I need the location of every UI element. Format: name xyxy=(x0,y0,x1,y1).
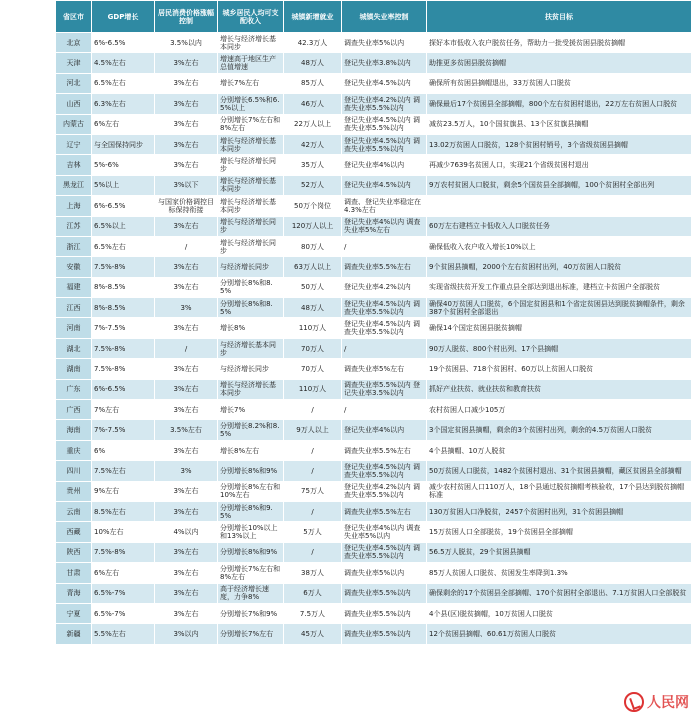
cell-income: 与经济增长同步 xyxy=(218,359,284,379)
cell-new-jobs: / xyxy=(284,542,342,562)
cell-province: 浙江 xyxy=(56,236,92,256)
cell-income: 分别增长7%左右和8%左右 xyxy=(218,114,284,134)
cell-poverty-goal: 确保14个国定贫困县脱贫摘帽 xyxy=(427,318,692,338)
cell-income: 增速高于地区生产总值增速 xyxy=(218,53,284,73)
cell-income: 分别增长8.2%和8.5% xyxy=(218,420,284,440)
cell-poverty-goal: 农村贫困人口减少105万 xyxy=(427,400,692,420)
cell-new-jobs: 70万人 xyxy=(284,359,342,379)
cell-poverty-goal: 60万左右建档立卡低收入人口脱贫任务 xyxy=(427,216,692,236)
cell-new-jobs: / xyxy=(284,501,342,521)
cell-gdp-growth: 7.5%-8% xyxy=(92,542,155,562)
cell-province: 贵州 xyxy=(56,481,92,501)
cell-unemployment: 登记失业率4%以内 调查失业率5%以内 xyxy=(342,522,427,542)
table-row xyxy=(56,318,692,338)
cell-cpi-control: 3%左右 xyxy=(155,563,218,583)
cell-income: 分别增长8%和9.5% xyxy=(218,501,284,521)
cell-gdp-growth: 与全国保持同步 xyxy=(92,134,155,154)
table-row xyxy=(56,134,692,154)
cell-poverty-goal: 助推更多贫困县脱贫摘帽 xyxy=(427,53,692,73)
cell-poverty-goal: 19个贫困县、718个贫困村、60万以上贫困人口脱贫 xyxy=(427,359,692,379)
table-row xyxy=(56,298,692,318)
cell-new-jobs: 5万人 xyxy=(284,522,342,542)
cell-income: 分别增长8%和9% xyxy=(218,542,284,562)
table-row xyxy=(56,359,692,379)
cell-cpi-control: 3% xyxy=(155,461,218,481)
table-row xyxy=(56,338,692,358)
cell-new-jobs: 7.5万人 xyxy=(284,603,342,623)
cell-gdp-growth: 6%-6.5% xyxy=(92,196,155,216)
cell-new-jobs: 85万人 xyxy=(284,73,342,93)
table-row xyxy=(56,196,692,216)
table-row xyxy=(56,73,692,93)
cell-gdp-growth: 6%左右 xyxy=(92,114,155,134)
cell-poverty-goal: 4个县(区)脱贫摘帽，10万贫困人口脱贫 xyxy=(427,603,692,623)
cell-poverty-goal: 90万人脱贫、800个村出列、17个县摘帽 xyxy=(427,338,692,358)
cell-unemployment: 登记失业率4.2%以内 调查失业率5.5%以内 xyxy=(342,481,427,501)
cell-unemployment: 登记失业率4.5%以内 调查失业率5.5%以内 xyxy=(342,298,427,318)
cell-province: 黑龙江 xyxy=(56,175,92,195)
column-header-province: 省区市 xyxy=(56,1,92,33)
cell-poverty-goal: 15万贫困人口全部脱贫，19个贫困县全部摘帽 xyxy=(427,522,692,542)
table-body xyxy=(56,33,692,645)
cell-new-jobs: 80万人 xyxy=(284,236,342,256)
cell-cpi-control: 3%左右 xyxy=(155,603,218,623)
column-header-poverty-goal: 扶贫目标 xyxy=(427,1,692,33)
cell-new-jobs: / xyxy=(284,440,342,460)
cell-cpi-control: 3%左右 xyxy=(155,73,218,93)
cell-poverty-goal: 12个贫困县摘帽、60.61万贫困人口脱贫 xyxy=(427,624,692,644)
cell-cpi-control: 3%左右 xyxy=(155,134,218,154)
cell-new-jobs: 63万人以上 xyxy=(284,257,342,277)
cell-poverty-goal: 130万贫困人口净脱贫，2457个贫困村出列，31个贫困县摘帽 xyxy=(427,501,692,521)
cell-new-jobs: 110万人 xyxy=(284,379,342,399)
cell-income: 高于经济增长速度，力争8% xyxy=(218,583,284,603)
cell-province: 江苏 xyxy=(56,216,92,236)
cell-cpi-control: 3.5%左右 xyxy=(155,420,218,440)
cell-new-jobs: 9万人以上 xyxy=(284,420,342,440)
cell-new-jobs: 6万人 xyxy=(284,583,342,603)
cell-province: 新疆 xyxy=(56,624,92,644)
cell-cpi-control: 3%左右 xyxy=(155,114,218,134)
cell-unemployment: 登记失业率4.5%以内 调查失业率5.5%以内 xyxy=(342,542,427,562)
cell-gdp-growth: 4.5%左右 xyxy=(92,53,155,73)
cell-cpi-control: / xyxy=(155,236,218,256)
watermark xyxy=(593,691,689,713)
cell-gdp-growth: 7.5%-8% xyxy=(92,338,155,358)
cell-unemployment: 登记失业率4.5%以内 调查失业率5.5%以内 xyxy=(342,134,427,154)
column-header-cpi-control: 居民消费价格涨幅控制 xyxy=(155,1,218,33)
cell-income: 分别增长8%和9% xyxy=(218,461,284,481)
cell-unemployment: 登记失业率4.5%以内 调查失业率5.5%以内 xyxy=(342,318,427,338)
cell-province: 四川 xyxy=(56,461,92,481)
cell-province: 广东 xyxy=(56,379,92,399)
table-row xyxy=(56,94,692,114)
table-row xyxy=(56,236,692,256)
cell-income: 分别增长8%和8.5% xyxy=(218,298,284,318)
table-row xyxy=(56,155,692,175)
cell-unemployment: 登记失业率4%以内 xyxy=(342,155,427,175)
cell-new-jobs: 120万人以上 xyxy=(284,216,342,236)
cell-province: 河北 xyxy=(56,73,92,93)
cell-unemployment: 调查失业率5%以内 xyxy=(342,33,427,53)
cell-province: 内蒙古 xyxy=(56,114,92,134)
table-container xyxy=(55,0,691,645)
cell-income: 增长与经济增长基本同步 xyxy=(218,379,284,399)
table-header xyxy=(56,1,692,33)
table-row xyxy=(56,603,692,623)
cell-gdp-growth: 7.5%-8% xyxy=(92,359,155,379)
cell-province: 湖北 xyxy=(56,338,92,358)
cell-cpi-control: 3%以下 xyxy=(155,175,218,195)
cell-poverty-goal: 85万人贫困人口脱贫、贫困发生率降到1.3% xyxy=(427,563,692,583)
cell-income: 分别增长8%和8.5% xyxy=(218,277,284,297)
cell-gdp-growth: 6% xyxy=(92,440,155,460)
cell-unemployment: 登记失业率4.5%以内 调查失业率5.5%以内 xyxy=(342,114,427,134)
table-row xyxy=(56,175,692,195)
cell-poverty-goal: 9万农村贫困人口脱贫，剩余5个国贫县全部摘帽，100个贫困村全部出列 xyxy=(427,175,692,195)
cell-gdp-growth: 6%左右 xyxy=(92,563,155,583)
cell-cpi-control: 3%左右 xyxy=(155,481,218,501)
cell-province: 广西 xyxy=(56,400,92,420)
cell-gdp-growth: 6.3%左右 xyxy=(92,94,155,114)
cell-cpi-control: 4%以内 xyxy=(155,522,218,542)
cell-poverty-goal: 抓好产业扶贫、就业扶贫和教育扶贫 xyxy=(427,379,692,399)
cell-gdp-growth: 7%-7.5% xyxy=(92,420,155,440)
column-header-gdp-growth: GDP增长 xyxy=(92,1,155,33)
cell-poverty-goal: 3个国定贫困县摘帽，剩余的3个贫困村出列，剩余的4.5万贫困人口脱贫 xyxy=(427,420,692,440)
cell-province: 青海 xyxy=(56,583,92,603)
cell-unemployment: 调查失业率5%左右 xyxy=(342,359,427,379)
table-row xyxy=(56,257,692,277)
cell-province: 重庆 xyxy=(56,440,92,460)
cell-new-jobs: 45万人 xyxy=(284,624,342,644)
table-row xyxy=(56,379,692,399)
cell-new-jobs: 52万人 xyxy=(284,175,342,195)
cell-unemployment: 调查失业率5%以内 xyxy=(342,563,427,583)
cell-new-jobs: 46万人 xyxy=(284,94,342,114)
cell-new-jobs: 48万人 xyxy=(284,53,342,73)
cell-unemployment: / xyxy=(342,338,427,358)
cell-province: 河南 xyxy=(56,318,92,338)
cell-unemployment: 调查失业率5.5%左右 xyxy=(342,440,427,460)
cell-province: 江西 xyxy=(56,298,92,318)
cell-unemployment: 调查失业率5.5%以内 登记失业率3.5%以内 xyxy=(342,379,427,399)
cell-gdp-growth: 9%左右 xyxy=(92,481,155,501)
cell-unemployment: 登记失业率4.5%以内 xyxy=(342,175,427,195)
table-row xyxy=(56,216,692,236)
cell-unemployment: 调查失业率5.5%左右 xyxy=(342,501,427,521)
cell-gdp-growth: 6.5%-7% xyxy=(92,603,155,623)
cell-province: 福建 xyxy=(56,277,92,297)
cell-income: 分别增长7%左右和8%左右 xyxy=(218,563,284,583)
cell-new-jobs: 70万人 xyxy=(284,338,342,358)
cell-cpi-control: 3%左右 xyxy=(155,440,218,460)
cell-province: 山西 xyxy=(56,94,92,114)
cell-unemployment: 调查失业率5.5%以内 xyxy=(342,603,427,623)
cell-poverty-goal: 实现省级扶贫开发工作重点县全部达到退出标准，建档立卡贫困户全部脱贫 xyxy=(427,277,692,297)
cell-income: 与经济增长同步 xyxy=(218,257,284,277)
cell-income: 增长与经济增长基本同步 xyxy=(218,196,284,216)
table-row xyxy=(56,420,692,440)
cell-income: 增长与经济增长基本同步 xyxy=(218,175,284,195)
cell-gdp-growth: 8%-8.5% xyxy=(92,298,155,318)
cell-income: 分别增长7%左右 xyxy=(218,624,284,644)
cell-new-jobs: 35万人 xyxy=(284,155,342,175)
cell-unemployment: 调查失业率5.5%以内 xyxy=(342,583,427,603)
cell-cpi-control: 3%左右 xyxy=(155,501,218,521)
cell-poverty-goal: 确保低收入农户收入增长10%以上 xyxy=(427,236,692,256)
cell-gdp-growth: 6%-6.5% xyxy=(92,33,155,53)
table-row xyxy=(56,114,692,134)
cell-cpi-control: 3%左右 xyxy=(155,318,218,338)
cell-poverty-goal: 减贫23.5万人，10个国贫旗县、13个区贫旗县摘帽 xyxy=(427,114,692,134)
cell-province: 辽宁 xyxy=(56,134,92,154)
cell-cpi-control: 与国家价格调控目标保持衔接 xyxy=(155,196,218,216)
cell-gdp-growth: 5.5%左右 xyxy=(92,624,155,644)
cell-poverty-goal: 减少农村贫困人口110万人，18个县通过脱贫摘帽考核验收，17个县达到脱贫摘帽标准 xyxy=(427,481,692,501)
cell-new-jobs: / xyxy=(284,400,342,420)
cell-gdp-growth: 7%左右 xyxy=(92,400,155,420)
cell-cpi-control: 3%左右 xyxy=(155,216,218,236)
cell-province: 海南 xyxy=(56,420,92,440)
cell-cpi-control: 3%左右 xyxy=(155,400,218,420)
cell-province: 安徽 xyxy=(56,257,92,277)
cell-gdp-growth: 5%以上 xyxy=(92,175,155,195)
cell-cpi-control: 3%左右 xyxy=(155,379,218,399)
cell-new-jobs: 50万人 xyxy=(284,277,342,297)
cell-poverty-goal xyxy=(427,196,692,216)
table-row xyxy=(56,624,692,644)
table-row xyxy=(56,583,692,603)
cell-province: 北京 xyxy=(56,33,92,53)
people-daily-logo-icon xyxy=(624,692,644,712)
cell-income: 增长7% xyxy=(218,400,284,420)
cell-cpi-control: 3%左右 xyxy=(155,257,218,277)
cell-gdp-growth: 6.5%-7% xyxy=(92,583,155,603)
table-row xyxy=(56,440,692,460)
cell-cpi-control: 3%左右 xyxy=(155,542,218,562)
cell-unemployment: 登记失业率4.5%以内 xyxy=(342,73,427,93)
cell-cpi-control: 3%以内 xyxy=(155,624,218,644)
cell-new-jobs: 22万人以上 xyxy=(284,114,342,134)
cell-unemployment: 登记失业率4.2%以内 调查失业率5.5%以内 xyxy=(342,94,427,114)
cell-cpi-control: 3%左右 xyxy=(155,359,218,379)
cell-province: 天津 xyxy=(56,53,92,73)
table-row xyxy=(56,563,692,583)
cell-cpi-control: / xyxy=(155,338,218,358)
table-row xyxy=(56,461,692,481)
cell-province: 甘肃 xyxy=(56,563,92,583)
column-header-income: 城乡居民人均可支配收入 xyxy=(218,1,284,33)
cell-cpi-control: 3%左右 xyxy=(155,53,218,73)
cell-cpi-control: 3%左右 xyxy=(155,155,218,175)
table-row xyxy=(56,501,692,521)
cell-province: 吉林 xyxy=(56,155,92,175)
table-row xyxy=(56,400,692,420)
cell-new-jobs: 50万个岗位 xyxy=(284,196,342,216)
header-row xyxy=(56,1,692,33)
watermark-text: 人民网 xyxy=(647,695,689,711)
cell-income: 增长8%左右 xyxy=(218,440,284,460)
table-row xyxy=(56,481,692,501)
cell-income: 分别增长7%和9% xyxy=(218,603,284,623)
cell-new-jobs: 42万人 xyxy=(284,134,342,154)
cell-new-jobs: / xyxy=(284,461,342,481)
cell-poverty-goal: 确保最后17个贫困县全部摘帽，800个左右贫困村退出，22万左右贫困人口脱贫 xyxy=(427,94,692,114)
cell-cpi-control: 3%左右 xyxy=(155,277,218,297)
cell-cpi-control: 3% xyxy=(155,298,218,318)
cell-province: 湖南 xyxy=(56,359,92,379)
cell-unemployment: 调查失业率5.5%以内 xyxy=(342,624,427,644)
cell-province: 陕西 xyxy=(56,542,92,562)
cell-income: 增长与经济增长同步 xyxy=(218,216,284,236)
cell-unemployment: / xyxy=(342,400,427,420)
provincial-targets-table xyxy=(55,0,692,645)
cell-cpi-control: 3%左右 xyxy=(155,94,218,114)
cell-gdp-growth: 6%-6.5% xyxy=(92,379,155,399)
table-row xyxy=(56,522,692,542)
cell-new-jobs: 75万人 xyxy=(284,481,342,501)
cell-unemployment: 登记失业率4%以内 xyxy=(342,420,427,440)
cell-gdp-growth: 8%-8.5% xyxy=(92,277,155,297)
cell-gdp-growth: 6.5%左右 xyxy=(92,236,155,256)
cell-unemployment: 调查失业率5.5%左右 xyxy=(342,257,427,277)
cell-poverty-goal: 13.02万贫困人口脱贫，128个贫困村销号，3个省级贫困县摘帽 xyxy=(427,134,692,154)
cell-unemployment: 登记失业率4.2%以内 xyxy=(342,277,427,297)
cell-poverty-goal: 确保40万贫困人口脱贫，6个国定贫困县和1个省定贫困县达到脱贫摘帽条件，剩余387个贫困村全部退出 xyxy=(427,298,692,318)
table-row xyxy=(56,53,692,73)
cell-income: 与经济增长基本同步 xyxy=(218,338,284,358)
cell-income: 增长8% xyxy=(218,318,284,338)
table-row xyxy=(56,33,692,53)
cell-income: 分别增长6.5%和6.5%以上 xyxy=(218,94,284,114)
table-row xyxy=(56,542,692,562)
cell-unemployment: 登记失业率4%以内 调查失业率5%左右 xyxy=(342,216,427,236)
cell-new-jobs: 42.3万人 xyxy=(284,33,342,53)
cell-poverty-goal: 9个贫困县摘帽，2000个左右贫困村出列，40万贫困人口脱贫 xyxy=(427,257,692,277)
cell-poverty-goal: 4个县摘帽、10万人脱贫 xyxy=(427,440,692,460)
cell-gdp-growth: 6.5%左右 xyxy=(92,73,155,93)
cell-poverty-goal: 56.5万人脱贫，29个贫困县摘帽 xyxy=(427,542,692,562)
cell-new-jobs: 48万人 xyxy=(284,298,342,318)
cell-cpi-control: 3.5%以内 xyxy=(155,33,218,53)
cell-income: 分别增长10%以上和13%以上 xyxy=(218,522,284,542)
cell-province: 宁夏 xyxy=(56,603,92,623)
cell-gdp-growth: 7.5%-8% xyxy=(92,257,155,277)
cell-unemployment: / xyxy=(342,236,427,256)
cell-cpi-control: 3%左右 xyxy=(155,583,218,603)
cell-income: 增长与经济增长同步 xyxy=(218,155,284,175)
cell-income: 增长与经济增长同步 xyxy=(218,236,284,256)
cell-income: 增长与经济增长基本同步 xyxy=(218,134,284,154)
cell-poverty-goal: 再减少7639名贫困人口，实现21个省级贫困村退出 xyxy=(427,155,692,175)
cell-poverty-goal: 确保所有贫困县摘帽退出，33万贫困人口脱贫 xyxy=(427,73,692,93)
cell-gdp-growth: 8.5%左右 xyxy=(92,501,155,521)
cell-income: 增长与经济增长基本同步 xyxy=(218,33,284,53)
cell-gdp-growth: 7%-7.5% xyxy=(92,318,155,338)
cell-poverty-goal: 50万贫困人口脱贫，1482个贫困村退出、31个贫困县摘帽，藏区贫困县全部摘帽 xyxy=(427,461,692,481)
column-header-new-jobs: 城镇新增就业 xyxy=(284,1,342,33)
cell-income: 分别增长8%左右和10%左右 xyxy=(218,481,284,501)
cell-poverty-goal: 确保剩余的17个贫困县全部摘帽、170个贫困村全部退出、7.1万贫困人口全部脱贫 xyxy=(427,583,692,603)
cell-unemployment: 调查、登记失业率稳定在4.3%左右 xyxy=(342,196,427,216)
cell-province: 上海 xyxy=(56,196,92,216)
table-row xyxy=(56,277,692,297)
cell-new-jobs: 38万人 xyxy=(284,563,342,583)
cell-province: 西藏 xyxy=(56,522,92,542)
cell-unemployment: 登记失业率4.5%以内 调查失业率5.5%以内 xyxy=(342,461,427,481)
column-header-unemployment: 城镇失业率控制 xyxy=(342,1,427,33)
cell-gdp-growth: 5%-6% xyxy=(92,155,155,175)
cell-gdp-growth: 10%左右 xyxy=(92,522,155,542)
cell-gdp-growth: 7.5%左右 xyxy=(92,461,155,481)
cell-income: 增长7%左右 xyxy=(218,73,284,93)
cell-poverty-goal: 探好本市低收入农户脱贫任务，帮助力一批受援贫困县脱贫摘帽 xyxy=(427,33,692,53)
cell-gdp-growth: 6.5%以上 xyxy=(92,216,155,236)
cell-unemployment: 登记失业率3.8%以内 xyxy=(342,53,427,73)
cell-new-jobs: 110万人 xyxy=(284,318,342,338)
cell-province: 云南 xyxy=(56,501,92,521)
